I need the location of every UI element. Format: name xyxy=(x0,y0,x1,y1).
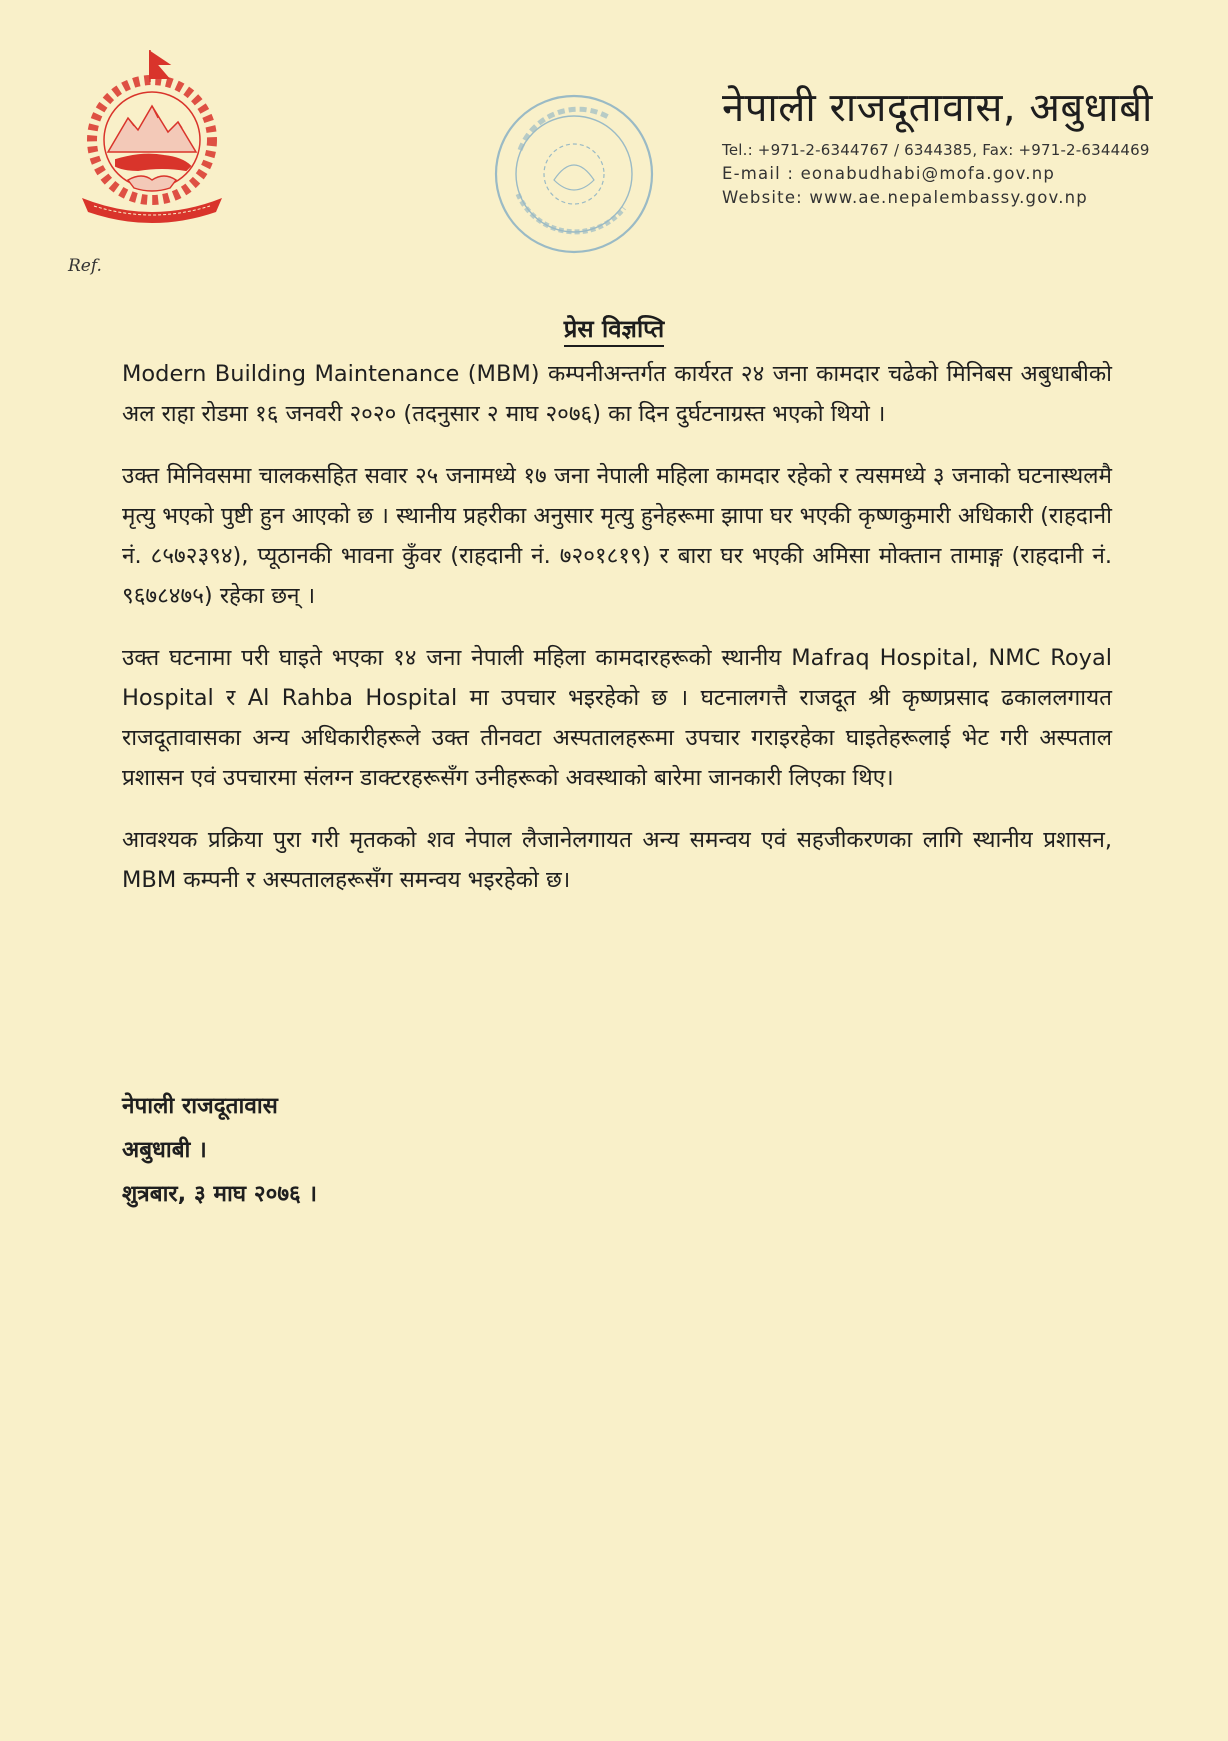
paragraph: आवश्यक प्रक्रिया पुरा गरी मृतकको शव नेपाल लैजानेलगायत अन्य समन्वय एवं सहजीकरणका लागि स्थानीय प्रशासन, MBM कम्पनी र अस्पतालहरूसँग समन्वय भइरहेको छ। xyxy=(122,827,1112,893)
signoff xyxy=(122,1084,317,1216)
letterhead xyxy=(722,86,1182,210)
embassy-stamp-icon xyxy=(490,90,658,258)
signoff-city: अबुधाबी । xyxy=(122,1137,207,1163)
paragraph: उक्त मिनिवसमा चालकसहित सवार २५ जनामध्ये १७ जना नेपाली महिला कामदार रहेको र त्यसमध्ये ३ जनाको घटनास्थलमै मृत्यु भएको पुष्टी हुन आएको छ । स्थानीय प्रहरीका अनुसार मृत्यु हुनेहरूमा झापा घर भएकी कृष्णकुमारी अधिकारी (राहदानी नं. ८५७२३९४), प्यूठानकी भावना कुँवर (राहदानी नं. ७२०१८१९) र बारा घर भएकी अमिसा मोक्तान तामाङ्ग (राहदानी नं. ९६७८४७५) रहेका छन् । xyxy=(122,463,1112,609)
signoff-date: शुत्रबार, ३ माघ २०७६ । xyxy=(122,1181,318,1207)
tel-fax: Tel.: +971-2-6344767 / 6344385, Fax: +971-2-6344469 xyxy=(722,141,1150,159)
paragraph: Modern Building Maintenance (MBM) कम्पनीअन्तर्गत कार्यरत २४ जना कामदार चढेको मिनिबस अबुधाबीको अल राहा रोडमा १६ जनवरी २०२० (तदनुसार २ माघ २०७६) का दिन दुर्घटनाग्रस्त भएको थियो । xyxy=(122,361,1112,427)
website-address: Website: www.ae.nepalembassy.gov.np xyxy=(722,187,1088,207)
email-address: E-mail : eonabudhabi@mofa.gov.np xyxy=(722,163,1056,183)
embassy-name: नेपाली राजदूतावास, अबुधाबी xyxy=(722,85,1153,131)
nepal-emblem-icon xyxy=(72,48,232,226)
ref-label: Ref. xyxy=(68,256,102,276)
signoff-embassy: नेपाली राजदूतावास xyxy=(122,1093,278,1119)
page-title xyxy=(0,312,1228,345)
page-title-text: प्रेस विज्ञप्ति xyxy=(564,315,664,347)
paragraph: उक्त घटनामा परी घाइते भएका १४ जना नेपाली महिला कामदारहरूको स्थानीय Mafraq Hospital, NMC Royal Hospital र Al Rahba Hospital मा उपचार भइरहेको छ । घटनालगत्तै राजदूत श्री कृष्णप्रसाद ढकाललगायत राजदूतावासका अन्य अधिकारीहरूले उक्त तीनवटा अस्पतालहरूमा उपचार गराइरहेका घाइतेहरूलाई भेट गरी अस्पताल प्रशासन एवं उपचारमा संलग्न डाक्टरहरूसँग उनीहरूको अवस्थाको बारेमा जानकारी लिएका थिए। xyxy=(122,645,1112,791)
press-release-body xyxy=(122,354,1112,922)
